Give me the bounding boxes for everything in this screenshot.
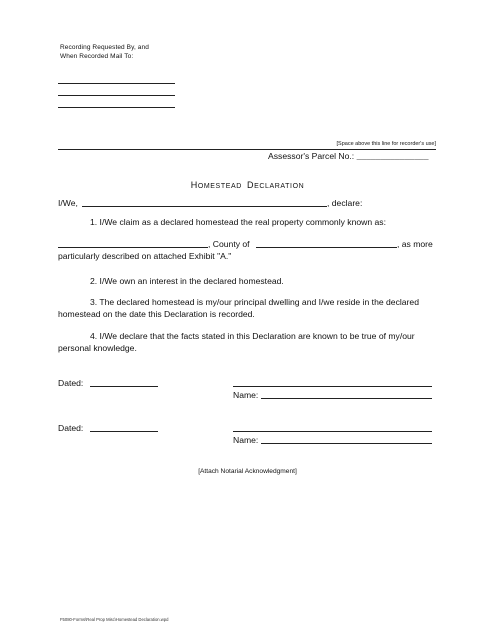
title-cap-1: H bbox=[190, 180, 198, 190]
county-line[interactable] bbox=[256, 247, 397, 248]
mail-to-line-1[interactable] bbox=[58, 83, 175, 84]
footer-file-path: F5080-Forms\Real Prop Misc\Homestead Declaration.wpd bbox=[60, 617, 169, 622]
paragraph-4-line-2: personal knowledge. bbox=[58, 343, 137, 353]
mail-to-line-3[interactable] bbox=[58, 107, 175, 108]
declarant-prefix: I/We, bbox=[58, 198, 78, 208]
property-address-line[interactable] bbox=[58, 247, 208, 248]
as-more-text: , as more bbox=[397, 239, 433, 249]
recorder-divider bbox=[58, 149, 436, 150]
signature-line-1[interactable] bbox=[233, 386, 432, 387]
apn-blank[interactable]: _______________ bbox=[356, 153, 429, 162]
declarant-suffix: , declare: bbox=[327, 198, 363, 208]
recorder-note: [Space above this line for recorder's use] bbox=[336, 141, 436, 147]
mail-to-line-2[interactable] bbox=[58, 95, 175, 96]
dated-label-2: Dated: bbox=[58, 423, 84, 433]
notary-note: [Attach Notarial Acknowledgment] bbox=[198, 468, 297, 475]
paragraph-4-line-1: 4. I/We declare that the facts stated in this Declaration are known to be true of my/our bbox=[90, 331, 415, 341]
title-cap-2: D bbox=[246, 180, 255, 190]
name-line-1[interactable] bbox=[261, 398, 432, 399]
title-rest-1: OMESTEAD bbox=[197, 183, 242, 190]
name-label-1: Name: bbox=[233, 390, 259, 400]
recording-requested-by: Recording Requested By, and bbox=[60, 44, 149, 51]
dated-line-2[interactable] bbox=[90, 431, 158, 432]
dated-label-1: Dated: bbox=[58, 378, 84, 388]
document-title bbox=[0, 175, 495, 193]
paragraph-2: 2. I/We own an interest in the declared homestead. bbox=[90, 276, 284, 286]
apn-label: Assessor's Parcel No.: bbox=[268, 151, 355, 161]
paragraph-3-line-2: homestead on the date this Declaration is recorded. bbox=[58, 309, 255, 319]
assessor-parcel bbox=[268, 151, 429, 162]
county-label: , County of bbox=[208, 239, 250, 249]
dated-line-1[interactable] bbox=[90, 386, 158, 387]
declarant-name-line[interactable] bbox=[82, 206, 327, 207]
paragraph-1-line-2: particularly described on attached Exhibit "A." bbox=[58, 251, 232, 261]
signature-line-2[interactable] bbox=[233, 431, 432, 432]
when-recorded-mail-to: When Recorded Mail To: bbox=[60, 53, 134, 60]
name-line-2[interactable] bbox=[261, 443, 432, 444]
title-rest-2: ECLARATION bbox=[254, 183, 305, 190]
paragraph-1: 1. I/We claim as a declared homestead the real property commonly known as: bbox=[90, 217, 386, 227]
paragraph-3-line-1: 3. The declared homestead is my/our principal dwelling and I/we reside in the declared bbox=[90, 297, 419, 307]
name-label-2: Name: bbox=[233, 435, 259, 445]
